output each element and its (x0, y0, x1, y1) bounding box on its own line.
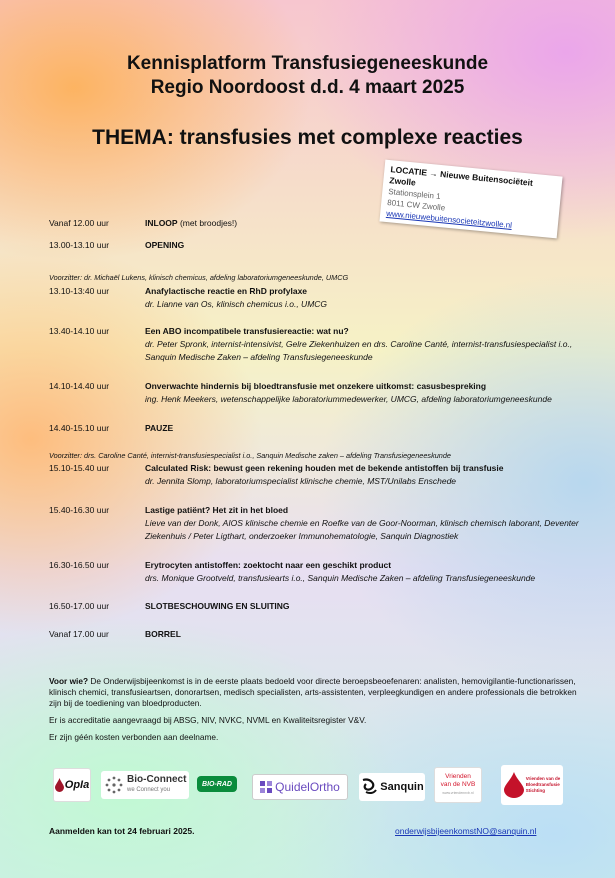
sanquin-swirl-icon (360, 776, 378, 798)
squares-icon (260, 781, 272, 793)
nvb-url: www.vriendennvb.nl (442, 791, 474, 795)
email-link[interactable]: onderwijsbijeenkomstNO@sanquin.nl (395, 826, 537, 836)
time: Vanaf 12.00 uur (49, 218, 109, 228)
biorad-logo (197, 776, 237, 792)
session-speaker: dr. Jennita Slomp, laboratoriumspecialist klinische chemie, MST/Unilabs Enschede (145, 476, 457, 486)
session-title: INLOOP (145, 218, 178, 228)
nvb-line-2: van de NVB (440, 781, 476, 788)
audience-text: De Onderwijsbijeenkomst is in de eerste plaats bedoeld voor directe beroepsbeoefenaren: analisten, hemovigilantie-functionarissen, klinisch chemici, transfusieartsen, donorartsen, medisch specialisten, arts-assistenten, verpleegkundigen en andere professionals die betrokken zijn bij de toediening van bloedproducten. (49, 676, 577, 708)
theme-heading: THEMA: transfusies met complexe reacties (92, 126, 523, 149)
session-title: Calculated Risk: bewust geen rekening houden met de bekende antistoffen bij transfusie (145, 463, 504, 473)
session-speaker: dr. Lianne van Os, klinisch chemicus i.o., UMCG (145, 299, 328, 309)
nvb-line-1: Vrienden (445, 773, 471, 780)
registration-deadline: Aanmelden kan tot 24 februari 2025. (49, 826, 195, 836)
opia-logo (53, 768, 91, 802)
sponsor-logos (49, 765, 569, 805)
location-city: 8011 CW Zwolle (386, 198, 446, 213)
location-label: LOCATIE → (390, 164, 439, 179)
title-line-1: Kennisplatform Transfusiegeneeskunde (126, 53, 489, 74)
audience-label: Voor wie? (49, 676, 89, 686)
session-title: Een ABO incompatibele transfusiereactie: wat nu? (145, 326, 349, 336)
time: 13.40-14.10 uur (49, 326, 110, 336)
time: 13.10-13:40 uur (49, 286, 110, 296)
quidelortho-logo (252, 774, 348, 800)
bloedtransfusie-stichting-logo (501, 765, 563, 805)
session-speaker: dr. Peter Spronk, internist-intensivist, Gelre Ziekenhuizen en drs. Caroline Canté, internist-transfusiespecialist i.o., Sanquin Medische Zaken – afdeling Transfusiegeneeskunde (145, 339, 573, 362)
bs-line-3: Stichting (525, 788, 545, 793)
chair-2: Voorzitter: drs. Caroline Canté, internist-transfusiespecialist i.o., Sanquin Medische zaken – afdeling Transfusiegeneeskunde (49, 451, 451, 460)
session-title: Lastige patiënt? Het zit in het bloed (145, 505, 289, 515)
bs-line-2: Bloedtransfusie (525, 782, 560, 787)
time: 16.30-16.50 uur (49, 560, 110, 570)
time: 14.40-15.10 uur (49, 423, 110, 433)
audience-paragraph (49, 676, 579, 709)
bioconnect-name: Bio-Connect (127, 774, 187, 785)
time: Vanaf 17.00 uur (49, 629, 109, 639)
session-title: SLOTBESCHOUWING EN SLUITING (145, 601, 290, 611)
quidelortho-logo-text: QuidelOrtho (275, 780, 340, 794)
costs-text: Er zijn géén kosten verbonden aan deelname. (49, 732, 219, 742)
location-url[interactable]: www.nieuwebuitensocieteitzwolle.nl (385, 208, 513, 231)
dots-circle-icon (105, 776, 123, 794)
session-title: OPENING (145, 240, 185, 250)
biorad-logo-text: BIO-RAD (202, 780, 232, 788)
chair-1: Voorzitter: dr. Michaël Lukens, klinisch chemicus, afdeling laboratoriumgeneeskunde, UMCG (49, 273, 349, 282)
session-title: BORREL (145, 629, 181, 639)
session-title: Erytrocyten antistoffen: zoektocht naar een geschikt product (145, 560, 392, 570)
session-title: Anafylactische reactie en RhD profylaxe (145, 286, 308, 296)
location-street: Stationsplein 1 (387, 187, 442, 202)
time: 15.40-16.30 uur (49, 505, 110, 515)
session-speaker: Lieve van der Donk, AIOS klinische chemie en Roefke van de Goor-Noorman, klinisch chemisch laborant, Deventer Ziekenhuis / Peter Ligthart, onderzoeker Immunohematologie, Sanquin Diagnostiek (145, 518, 579, 541)
bs-line-1: Vrienden van de (525, 776, 561, 781)
info-section (49, 676, 579, 749)
blood-drop-icon (55, 778, 64, 792)
blood-drop-icon (504, 772, 524, 798)
session-speaker: drs. Monique Grootveld, transfusiearts i.o., Sanquin Medische Zaken – afdeling Transfusiegeneeskunde (145, 573, 536, 583)
title-line-2: Regio Noordoost d.d. 4 maart 2025 (150, 77, 465, 98)
time: 15.10-15.40 uur (49, 463, 110, 473)
time: 13.00-13.10 uur (49, 240, 110, 250)
accreditation-text: Er is accreditatie aangevraagd bij ABSG, NIV, NVKC, NVML en Kwaliteitsregister V&V. (49, 715, 367, 725)
session-title: PAUZE (145, 423, 174, 433)
session-note: (met broodjes!) (179, 218, 238, 228)
session-speaker: ing. Henk Meekers, wetenschappelijke laboratoriummedewerker, UMCG, afdeling laboratoriumgeneeskunde (145, 394, 552, 404)
bioconnect-logo (101, 771, 189, 799)
time: 16.50-17.00 uur (49, 601, 110, 611)
bioconnect-tagline: we Connect you (127, 787, 171, 793)
sanquin-logo-text: Sanquin (380, 781, 424, 793)
vrienden-nvb-logo (434, 767, 482, 803)
sanquin-logo (359, 773, 425, 801)
time: 14.10-14.40 uur (49, 381, 110, 391)
opia-logo-text: OpIa (64, 779, 90, 791)
session-title: Onverwachte hindernis bij bloedtransfusie met onzekere uitkomst: casusbespreking (145, 381, 487, 391)
location-name: Nieuwe Buitensociëteit Zwolle (388, 168, 534, 188)
